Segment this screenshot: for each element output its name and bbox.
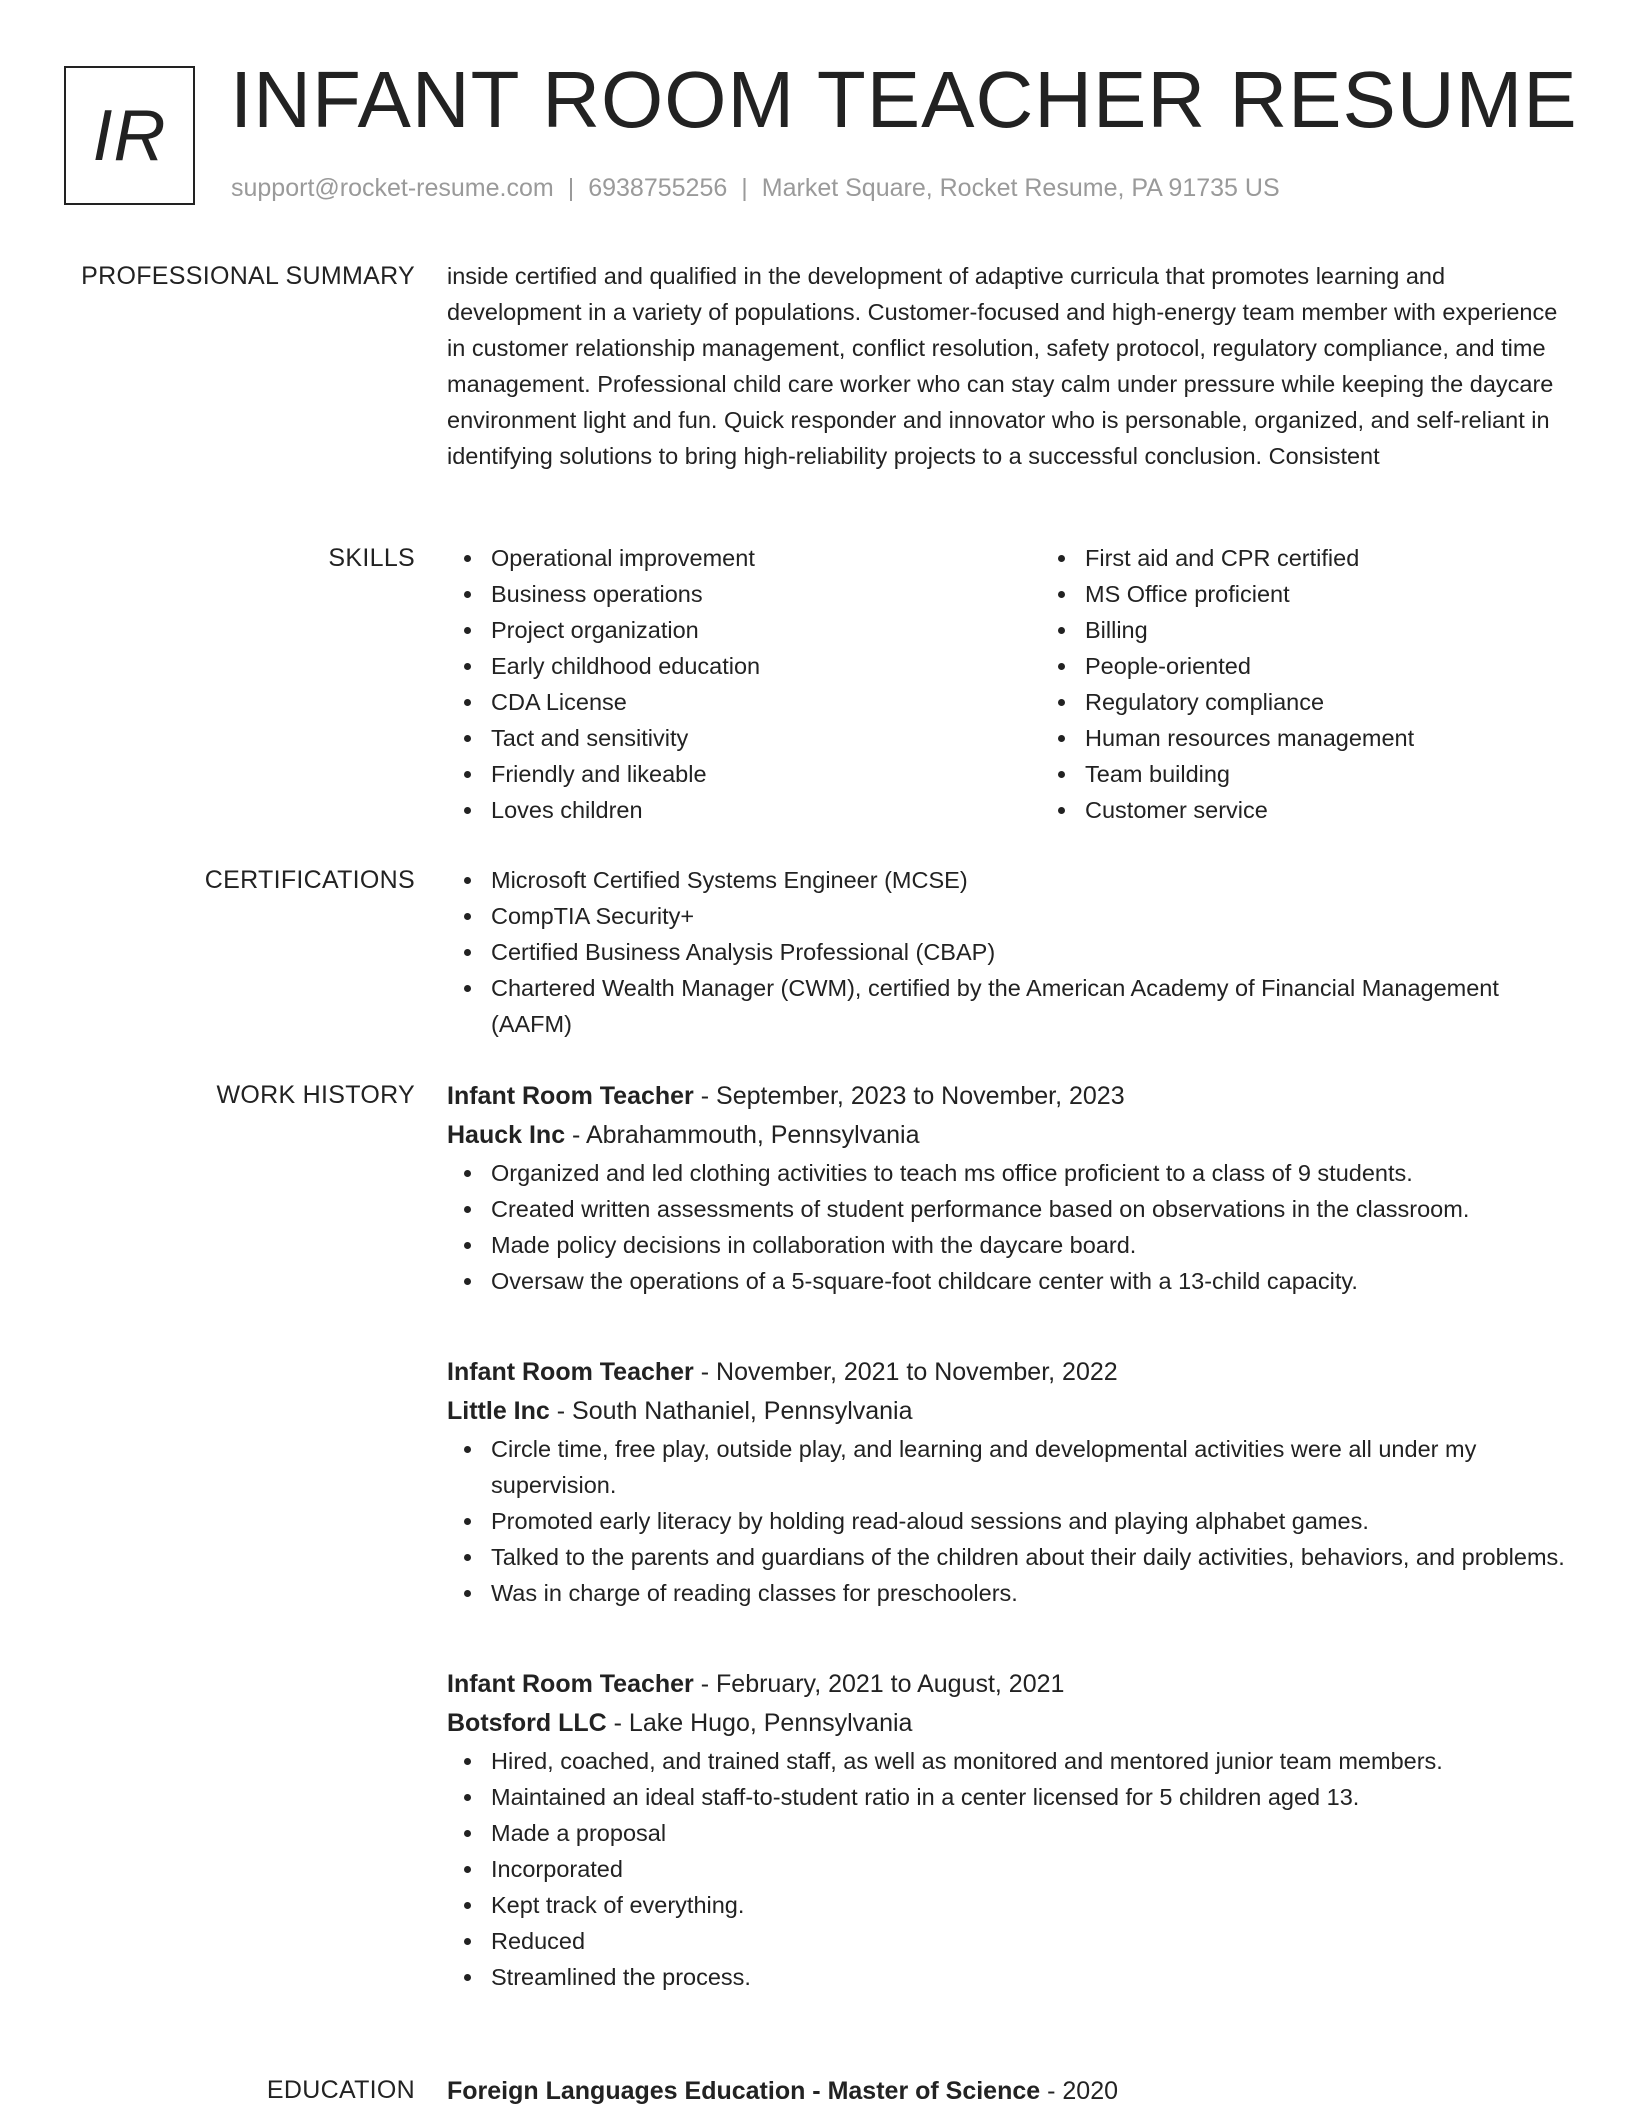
list-item: Friendly and likeable <box>491 756 1041 792</box>
job-bullets <box>447 1743 1572 1995</box>
contact-separator: | <box>567 174 575 202</box>
list-item: Tact and sensitivity <box>491 720 1041 756</box>
section-label-education: EDUCATION <box>266 2076 415 2104</box>
job-title: Infant Room Teacher <box>447 1358 694 1386</box>
job-title: Infant Room Teacher <box>447 1082 694 1110</box>
list-item: Microsoft Certified Systems Engineer (MCSE) <box>491 862 1572 898</box>
list-item: MS Office proficient <box>1085 576 1632 612</box>
job-entry <box>447 1353 1572 1611</box>
list-item: Team building <box>1085 756 1632 792</box>
job-company-line <box>447 1392 1572 1431</box>
list-item: Billing <box>1085 612 1632 648</box>
list-item: Incorporated <box>491 1851 1572 1887</box>
certifications-body <box>447 862 1572 1042</box>
job-title-line <box>447 1077 1572 1116</box>
list-item: Certified Business Analysis Professional (CBAP) <box>491 934 1572 970</box>
list-item: Kept track of everything. <box>491 1887 1572 1923</box>
job-title-line <box>447 1353 1572 1392</box>
list-item: CompTIA Security+ <box>491 898 1572 934</box>
list-item: Project organization <box>491 612 1041 648</box>
list-item: Chartered Wealth Manager (CWM), certified by the American Academy of Financial Management (AAFM) <box>491 970 1572 1042</box>
list-item: Operational improvement <box>491 540 1041 576</box>
summary-text: inside certified and qualified in the development of adaptive curricula that promotes learning and development in a variety of populations. Customer-focused and high-energy team member with experience in customer relationship management, conflict resolution, safety protocol, regulatory compliance, and time management. Professional child care worker who can stay calm under pressure while keeping the daycare environment light and fun. Quick responder and innovator who is personable, organized, and self-reliant in identifying solutions to bring high-reliability projects to a successful conclusion. Consistent <box>447 263 1558 469</box>
list-item: Streamlined the process. <box>491 1959 1572 1995</box>
list-item: Promoted early literacy by holding read-aloud sessions and playing alphabet games. <box>491 1503 1572 1539</box>
list-item: Maintained an ideal staff-to-student ratio in a center licensed for 5 children aged 13. <box>491 1779 1572 1815</box>
list-item: Customer service <box>1085 792 1632 828</box>
contact-separator: | <box>741 174 748 202</box>
job-bullets <box>447 1155 1572 1299</box>
job-location: - South Nathaniel, Pennsylvania <box>549 1397 913 1425</box>
contact-phone[interactable]: 6938755256 <box>588 174 728 202</box>
list-item: Regulatory compliance <box>1085 684 1632 720</box>
list-item: Oversaw the operations of a 5-square-foot childcare center with a 13-child capacity. <box>491 1263 1572 1299</box>
list-item: Hired, coached, and trained staff, as well as monitored and mentored junior team members. <box>491 1743 1572 1779</box>
job-company: Little Inc <box>447 1397 550 1425</box>
list-item: Business operations <box>491 576 1041 612</box>
list-item: Created written assessments of student performance based on observations in the classroom. <box>491 1191 1572 1227</box>
list-item: Early childhood education <box>491 648 1041 684</box>
list-item: Reduced <box>491 1923 1572 1959</box>
job-company-line <box>447 1116 1572 1155</box>
list-item: Was in charge of reading classes for preschoolers. <box>491 1575 1572 1611</box>
contact-line <box>231 174 1280 203</box>
job-company: Botsford LLC <box>447 1709 607 1737</box>
job-company-line <box>447 1704 1572 1743</box>
section-label-certifications: CERTIFICATIONS <box>204 866 415 894</box>
certifications-list <box>447 862 1572 1042</box>
education-year: - 2020 <box>1040 2077 1119 2105</box>
education-degree: Foreign Languages Education - Master of Science <box>447 2077 1041 2105</box>
job-title: Infant Room Teacher <box>447 1670 694 1698</box>
skills-columns <box>447 540 1572 828</box>
job-entry <box>447 1665 1572 1995</box>
job-entry <box>447 1077 1572 1299</box>
education-entry <box>447 2072 1572 2111</box>
contact-address: Market Square, Rocket Resume, PA 91735 US <box>761 174 1280 202</box>
list-item: Organized and led clothing activities to teach ms office proficient to a class of 9 students. <box>491 1155 1572 1191</box>
job-dates: - February, 2021 to August, 2021 <box>693 1670 1065 1698</box>
list-item: Circle time, free play, outside play, and learning and developmental activities were all under my supervision. <box>491 1431 1572 1503</box>
job-location: - Abrahammouth, Pennsylvania <box>565 1121 920 1149</box>
job-bullets <box>447 1431 1572 1611</box>
job-dates: - September, 2023 to November, 2023 <box>693 1082 1125 1110</box>
list-item: People-oriented <box>1085 648 1632 684</box>
list-item: Human resources management <box>1085 720 1632 756</box>
section-label-skills: SKILLS <box>328 544 415 572</box>
job-location: - Lake Hugo, Pennsylvania <box>606 1709 913 1737</box>
job-title-line <box>447 1665 1572 1704</box>
list-item: Made policy decisions in collaboration with the daycare board. <box>491 1227 1572 1263</box>
list-item: Talked to the parents and guardians of the children about their daily activities, behaviors, and problems. <box>491 1539 1572 1575</box>
list-item: Made a proposal <box>491 1815 1572 1851</box>
section-label-summary: PROFESSIONAL SUMMARY <box>81 262 415 290</box>
monogram-logo: IR <box>64 66 195 205</box>
contact-email[interactable]: support@rocket-resume.com <box>231 174 554 202</box>
job-dates: - November, 2021 to November, 2022 <box>693 1358 1118 1386</box>
list-item: First aid and CPR certified <box>1085 540 1632 576</box>
skills-list-right <box>1041 540 1632 828</box>
skills-list-left <box>447 540 1041 828</box>
list-item: CDA License <box>491 684 1041 720</box>
jobs-container <box>447 1077 1572 1995</box>
list-item: Loves children <box>491 792 1041 828</box>
resume-title: INFANT ROOM TEACHER RESUME <box>230 55 1578 144</box>
section-label-work-history: WORK HISTORY <box>216 1081 415 1109</box>
job-company: Hauck Inc <box>447 1121 566 1149</box>
